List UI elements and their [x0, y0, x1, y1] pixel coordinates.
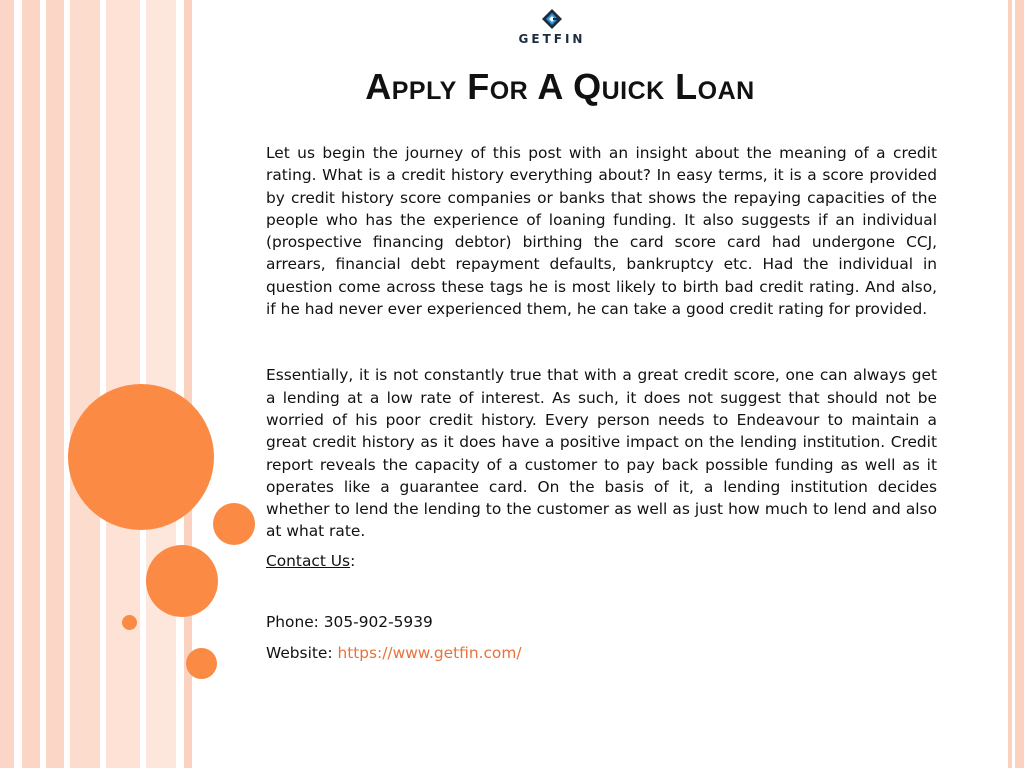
contact-line — [266, 550, 937, 572]
page-title: Apply For A Quick Loan — [365, 66, 755, 107]
decorative-circle-large — [68, 384, 214, 530]
website-link[interactable]: https://www.getfin.com/ — [337, 644, 522, 663]
decorative-circle-medium-small — [213, 503, 255, 545]
decorative-circle-small — [186, 648, 217, 679]
getfin-logo[interactable] — [514, 8, 590, 50]
getfin-logo-icon — [541, 8, 563, 30]
website-line — [266, 642, 937, 664]
main-content — [266, 142, 937, 665]
decorative-circle-tiny — [122, 615, 137, 630]
contact-us-link[interactable]: Contact Us — [266, 551, 351, 570]
contact-suffix: : — [350, 551, 356, 570]
phone-label: Phone: — [266, 613, 324, 632]
paragraph-credit-score: Essentially, it is not constantly true that with a great credit score, one can always get a lending at a low rate of interest. As such, it does not suggest that should not be worried of his poor credit history. Every person needs to Endeavour to maintain a great credit history as it does have a positive impact on the lending institution. Credit report reveals the capacity of a customer to pay back possible funding as well as it operates like a guarantee card. On the basis of it, a lending institution decides whether to lend the lending to the customer as well as just how much to lend and also at what rate. — [266, 366, 937, 541]
right-decorative-stripes — [1004, 0, 1024, 768]
phone-number: 305-902-5939 — [323, 613, 433, 632]
decorative-circle-medium — [146, 545, 218, 617]
left-decorative-stripes — [0, 0, 200, 768]
paragraph-credit-rating: Let us begin the journey of this post with an insight about the meaning of a credit rating. What is a credit history everything about? In easy terms, it is a score provided by credit history score companies or banks that shows the repaying capacities of the people who has the experience of loaning funding. It also suggests if an individual (prospective financing debtor) birthing the card score card had undergone CCJ, arrears, financial debt repayment defaults, bankruptcy etc. Had the individual in question come across these tags he is most likely to birth bad credit rating. And also, if he had never ever experienced them, he can take a good credit rating for provided. — [266, 144, 937, 319]
website-label: Website: — [266, 644, 338, 663]
phone-line — [266, 611, 937, 633]
logo-wordmark: GETFIN — [518, 32, 586, 46]
